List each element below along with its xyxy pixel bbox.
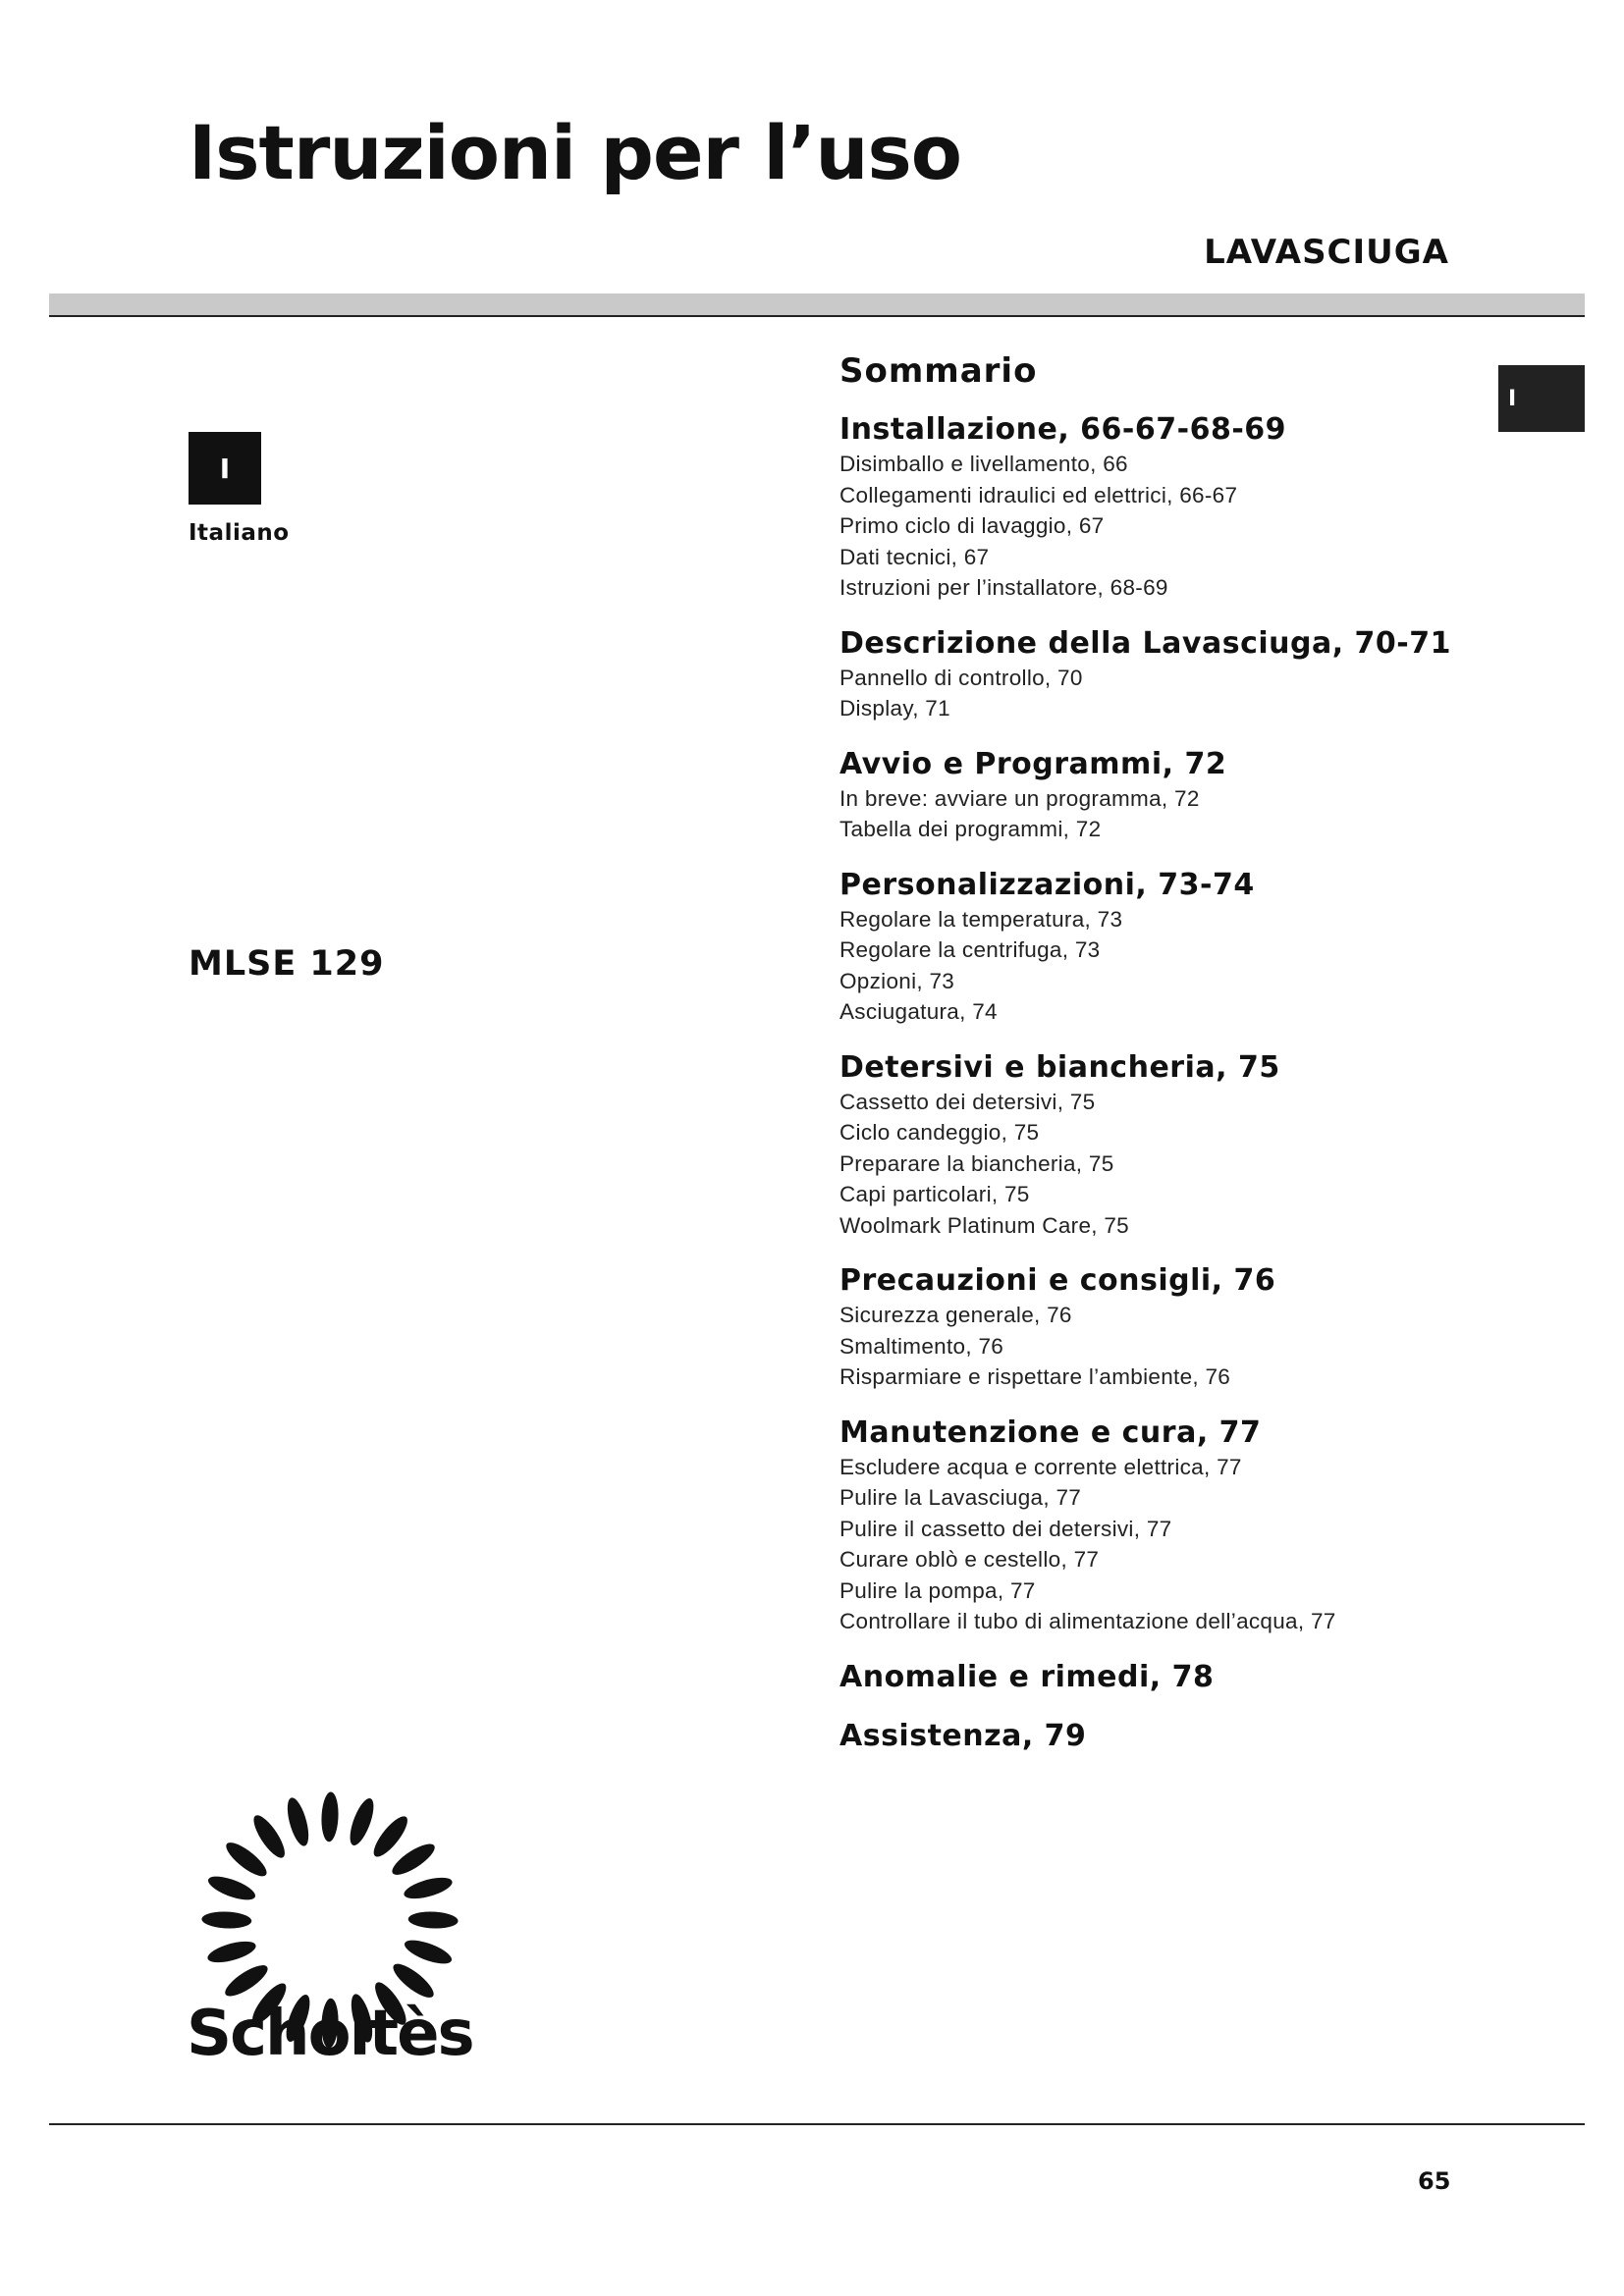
toc-section-title: Anomalie e rimedi, 78: [839, 1659, 1215, 1694]
toc-item: Dati tecnici, 67: [839, 544, 990, 569]
logo-ray: [406, 1911, 460, 1928]
header-divider-bar: [49, 294, 1585, 317]
toc-item: Capi particolari, 75: [839, 1182, 1030, 1207]
table-of-contents: [839, 353, 1527, 1777]
toc-section-title: Manutenzione e cura, 77: [839, 1415, 1262, 1450]
toc-section: [839, 1049, 1527, 1242]
logo-ray: [203, 1937, 261, 1966]
toc-section: [839, 411, 1527, 604]
language-label: Italiano: [189, 520, 290, 546]
toc-item: Istruzioni per l’installatore, 68-69: [839, 575, 1168, 601]
logo-ray: [346, 1798, 379, 1845]
toc-item: Cassetto dei detersivi, 75: [839, 1089, 1096, 1114]
logo-ray: [400, 1873, 458, 1902]
toc-item: Escludere acqua e corrente elettrica, 77: [839, 1454, 1242, 1479]
toc-item: Regolare la centrifuga, 73: [839, 937, 1101, 963]
toc-heading: Sommario: [839, 351, 1038, 391]
toc-section: [839, 1415, 1527, 1637]
toc-item: Collegamenti idraulici ed elettrici, 66-67: [839, 482, 1238, 507]
logo-ray: [321, 1789, 338, 1844]
toc-section-title: Descrizione della Lavasciuga, 70-71: [839, 625, 1451, 661]
toc-section-title: Precauzioni e consigli, 76: [839, 1263, 1276, 1299]
toc-item: Asciugatura, 74: [839, 999, 998, 1025]
document-subtitle: LAVASCIUGA: [1204, 233, 1449, 272]
toc-item: In breve: avviare un programma, 72: [839, 785, 1200, 811]
toc-item: Primo ciclo di lavaggio, 67: [839, 513, 1105, 539]
toc-item: Smaltimento, 76: [839, 1333, 1004, 1359]
toc-section: [839, 625, 1527, 724]
toc-section: [839, 1659, 1527, 1696]
logo-ray: [386, 1840, 440, 1879]
model-number: MLSE 129: [189, 944, 385, 984]
toc-section-title: Detersivi e biancheria, 75: [839, 1049, 1280, 1085]
toc-section: [839, 1262, 1527, 1393]
toc-section-title: Avvio e Programmi, 72: [839, 746, 1227, 781]
toc-item: Opzioni, 73: [839, 968, 955, 993]
toc-section: [839, 867, 1527, 1028]
logo-ray: [283, 1793, 312, 1851]
toc-item: Woolmark Platinum Care, 75: [839, 1212, 1129, 1238]
toc-item: Tabella dei programmi, 72: [839, 817, 1102, 842]
toc-item: Ciclo candeggio, 75: [839, 1120, 1040, 1146]
logo-ray: [199, 1911, 254, 1928]
language-side-tab: I: [1498, 365, 1585, 432]
toc-item: Pulire la Lavasciuga, 77: [839, 1485, 1082, 1511]
logo-ray: [208, 1872, 255, 1905]
toc-item: Display, 71: [839, 696, 950, 721]
logo-ray: [249, 1809, 289, 1863]
language-badge: I: [189, 432, 261, 505]
toc-item: Disimballo e livellamento, 66: [839, 452, 1128, 477]
toc-sections: [839, 411, 1527, 1755]
toc-section: [839, 1718, 1527, 1755]
toc-item: Preparare la biancheria, 75: [839, 1150, 1114, 1176]
toc-item: Curare oblò e cestello, 77: [839, 1547, 1100, 1573]
page-title: Istruzioni per l’uso: [189, 109, 961, 196]
logo-ray: [224, 1837, 269, 1883]
logo-ray: [219, 1961, 273, 2001]
toc-section-title: Installazione, 66-67-68-69: [839, 412, 1287, 448]
logo-ray: [367, 1814, 413, 1859]
toc-item: Regolare la temperatura, 73: [839, 906, 1123, 932]
logo-ray: [405, 1936, 452, 1969]
toc-section: [839, 746, 1527, 845]
footer-divider: [49, 2123, 1585, 2125]
toc-item: Pulire la pompa, 77: [839, 1577, 1036, 1603]
toc-section-title: Personalizzazioni, 73-74: [839, 867, 1255, 902]
toc-item: Sicurezza generale, 76: [839, 1303, 1072, 1328]
toc-item: Risparmiare e rispettare l’ambiente, 76: [839, 1364, 1231, 1390]
toc-section-title: Assistenza, 79: [839, 1718, 1087, 1753]
toc-item: Pannello di controllo, 70: [839, 665, 1083, 690]
toc-item: Controllare il tubo di alimentazione dell’acqua, 77: [839, 1609, 1336, 1634]
toc-item: Pulire il cassetto dei detersivi, 77: [839, 1516, 1172, 1541]
page-number: 65: [1418, 2167, 1451, 2195]
brand-name: Scholtès: [187, 1998, 473, 2070]
